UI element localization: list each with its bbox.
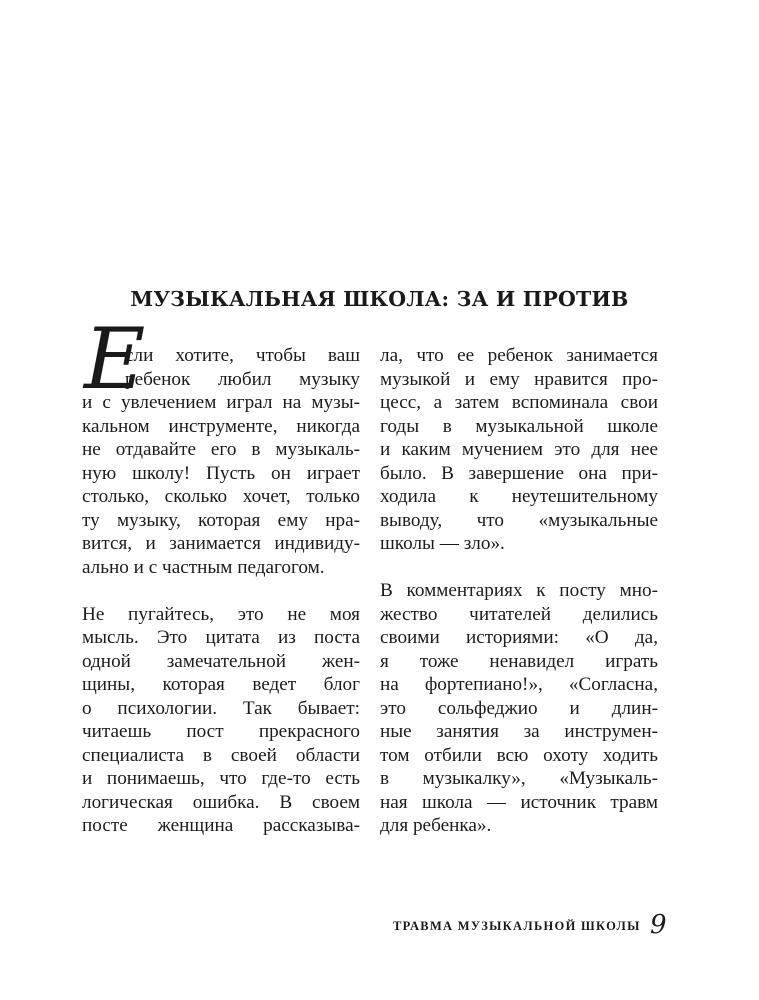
text-line: сли хотите, чтобы ваш [125, 345, 360, 366]
running-title: ТРАВМА МУЗЫКАЛЬНОЙ ШКОЛЫ [393, 919, 641, 933]
text-line: посте женщина рассказыва- [82, 815, 360, 836]
text-line: ную школу! Пусть он играет [82, 462, 360, 484]
text-line: специалиста в своей области [82, 744, 360, 766]
text-line: цесс, а затем вспоминала свои [380, 392, 658, 413]
text-line: одной замечательной жен- [82, 650, 360, 672]
text-line: щины, которая ведет блог [82, 674, 360, 695]
text-line: школы — зло». [380, 533, 505, 554]
text-line: ные занятия за инструмен- [380, 721, 658, 742]
text-line: выводу, что «музыкальные [380, 509, 658, 531]
text-line: и понимаешь, что где-то есть [82, 768, 360, 789]
chapter-title: МУЗЫКАЛЬНАЯ ШКОЛА: ЗА И ПРОТИВ [130, 287, 629, 311]
left-column [82, 344, 360, 838]
text-line: В комментариях к посту мно- [380, 580, 658, 601]
text-line: читаешь пост прекрасного [82, 721, 360, 742]
text-line: ходила к неутешительному [380, 486, 658, 507]
text-line: кальном инструменте, никогда [82, 415, 360, 437]
page-number: 9 [650, 910, 667, 940]
text-line: Не пугайтесь, это не моя [82, 603, 360, 625]
text-line: ла, что ее ребенок занимается [380, 345, 658, 366]
right-column [380, 344, 658, 838]
text-line: годы в музыкальной школе [380, 415, 658, 437]
text-line: в музыкалку», «Музыкаль- [380, 768, 658, 789]
text-line: мысль. Это цитата из поста [82, 627, 360, 648]
text-line: жество читателей делились [380, 603, 658, 625]
text-line: музыкой и ему нравится про- [380, 368, 658, 390]
text-line: я тоже ненавидел играть [380, 650, 658, 672]
text-line: ная школа — источник травм [380, 791, 658, 813]
text-line: своими историями: «О да, [380, 627, 658, 648]
text-line: о психологии. Так бывает: [82, 697, 360, 719]
text-line: и каким мучением это для нее [380, 439, 658, 460]
text-line: логическая ошибка. В своем [82, 791, 360, 813]
text-line: и с увлечением играл на музы- [82, 392, 360, 413]
text-line: ту музыку, которая ему нра- [82, 509, 360, 531]
text-line: на фортепиано!», «Согласна, [380, 674, 658, 695]
text-line: это сольфеджио и длин- [380, 697, 658, 719]
text-line: для ребенка». [380, 815, 492, 836]
text-line: вится, и занимается индивиду- [82, 533, 360, 554]
text-line: том отбили всю охоту ходить [380, 744, 658, 766]
text-line: ально и с частным педагогом. [82, 556, 325, 578]
text-line: ребенок любил музыку [125, 368, 360, 390]
text-line: столько, сколько хочет, только [82, 486, 360, 507]
text-line: было. В завершение она при- [380, 462, 658, 484]
text-line: не отдавайте его в музыкаль- [82, 439, 360, 460]
drop-cap: Е [84, 310, 146, 408]
